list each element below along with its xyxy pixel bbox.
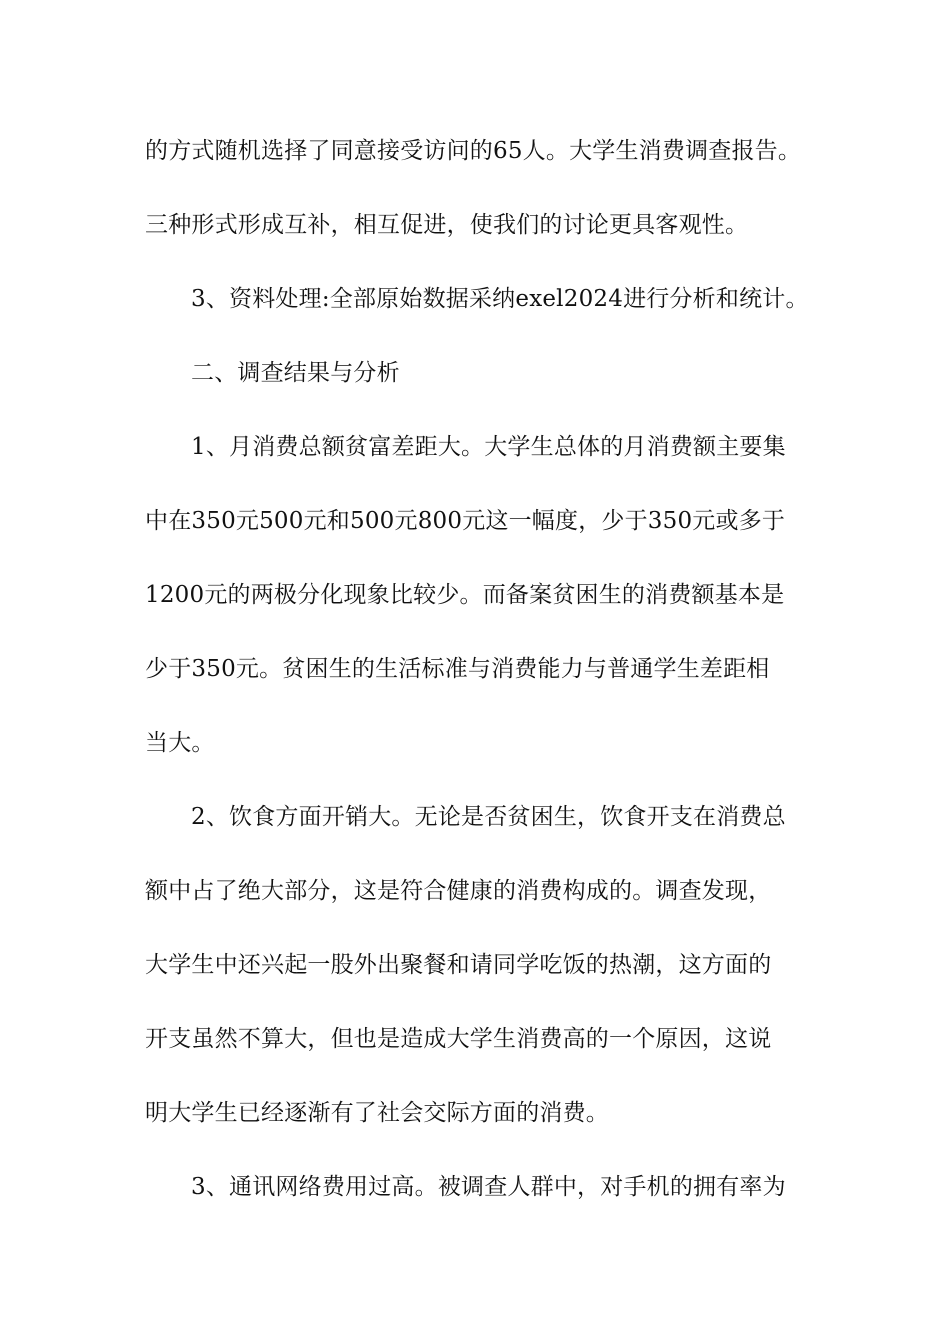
text-line: 中在350元500元和500元800元这一幅度，少于350元或多于	[145, 508, 786, 534]
text-line: 3、资料处理:全部原始数据采纳exel2024进行分析和统计。	[191, 286, 809, 312]
text-line: 明大学生已经逐渐有了社会交际方面的消费。	[145, 1100, 609, 1126]
text-line: 大学生中还兴起一股外出聚餐和请同学吃饭的热潮，这方面的	[145, 952, 772, 978]
text-line: 开支虽然不算大，但也是造成大学生消费高的一个原因，这说	[145, 1026, 772, 1052]
text-line: 三种形式形成互补，相互促进，使我们的讨论更具客观性。	[145, 212, 749, 238]
text-line: 1、月消费总额贫富差距大。大学生总体的月消费额主要集	[191, 434, 786, 460]
section-heading: 二、调查结果与分析	[191, 360, 400, 386]
text-line: 当大。	[145, 730, 215, 756]
text-line: 2、饮食方面开销大。无论是否贫困生，饮食开支在消费总	[191, 804, 786, 830]
text-line: 1200元的两极分化现象比较少。而备案贫困生的消费额基本是	[145, 582, 785, 608]
text-line: 少于350元。贫困生的生活标准与消费能力与普通学生差距相	[145, 656, 770, 682]
text-line: 额中占了绝大部分，这是符合健康的消费构成的。调查发现，	[145, 878, 772, 904]
text-line: 3、通讯网络费用过高。被调查人群中，对手机的拥有率为	[191, 1174, 786, 1200]
text-line: 的方式随机选择了同意接受访问的65人。大学生消费调查报告。	[145, 138, 802, 164]
body-text	[145, 128, 835, 1238]
